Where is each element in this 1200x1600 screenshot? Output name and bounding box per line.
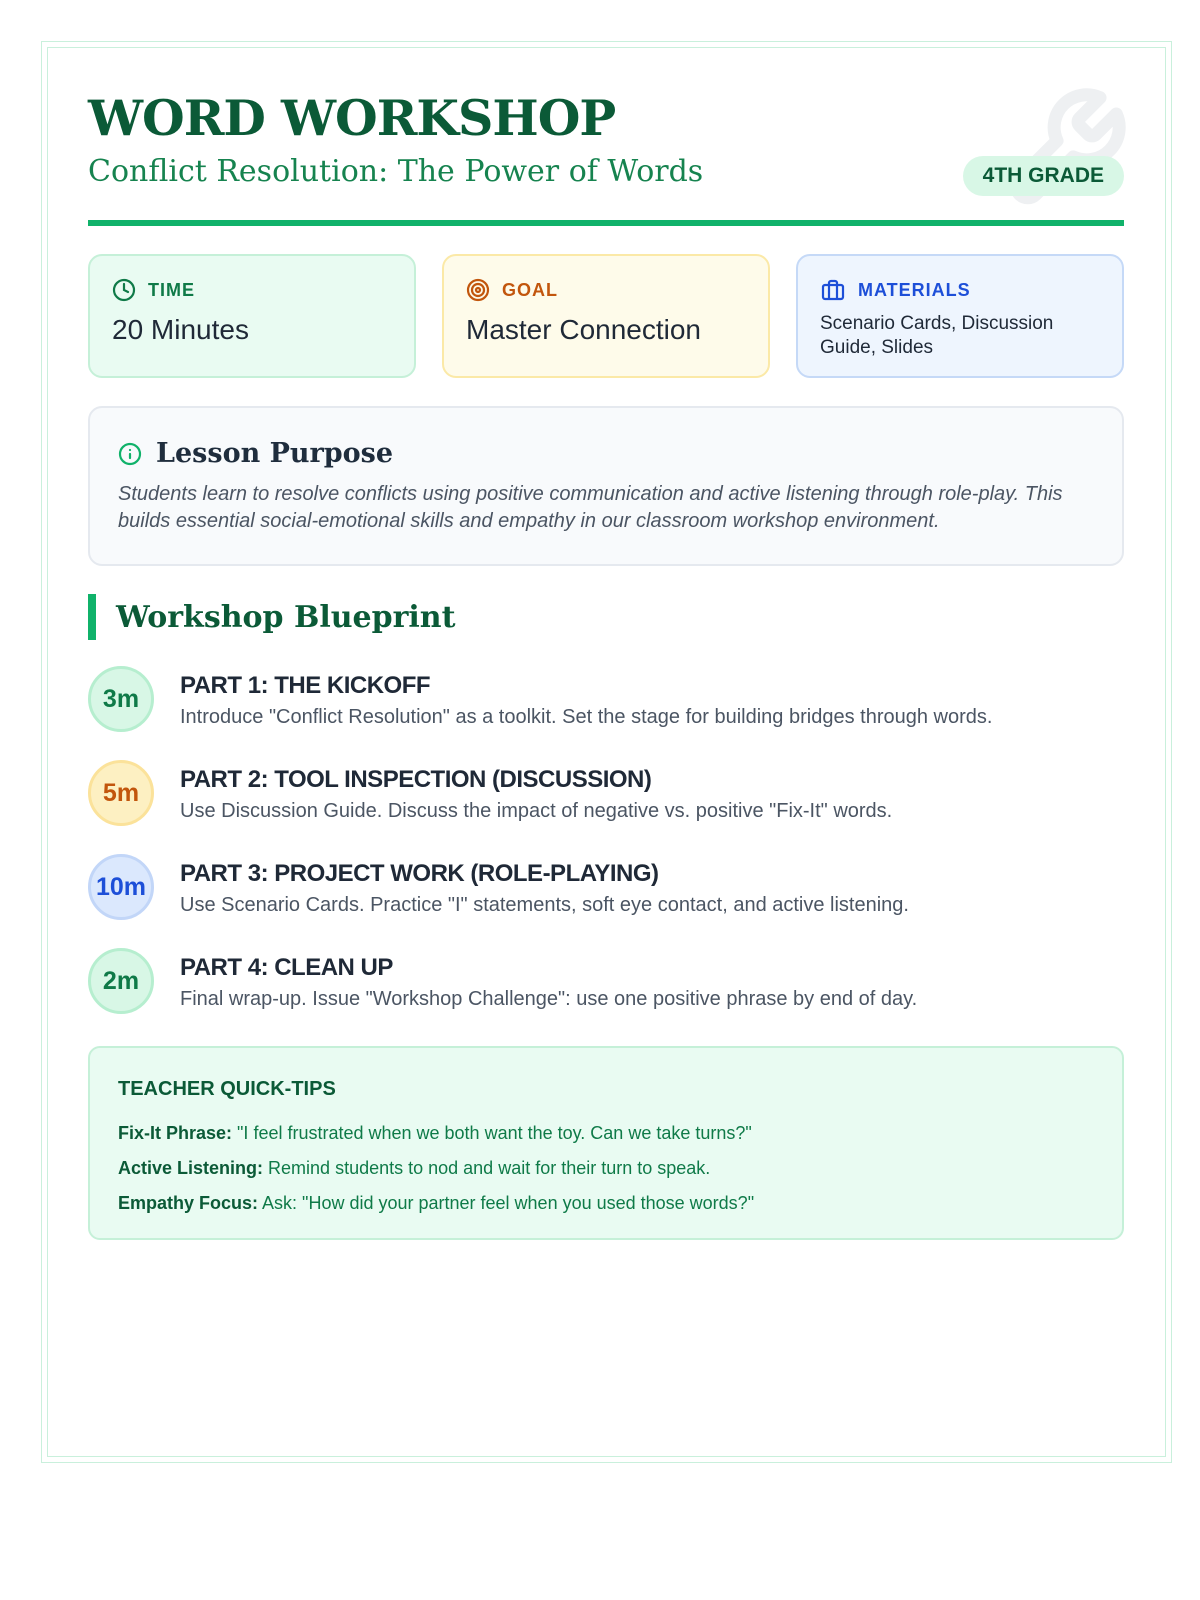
materials-value: Scenario Cards, Discussion Guide, Slides bbox=[820, 313, 1054, 358]
goal-card-header bbox=[466, 278, 746, 302]
part-body bbox=[180, 854, 909, 917]
blueprint-part bbox=[88, 948, 1124, 1042]
lesson-purpose-text: Students learn to resolve conflicts using positive communication and active listening through role-play. This builds essential social-emotional skills and empathy in our classroom workshop environment. bbox=[118, 483, 1063, 532]
teacher-tips-title: TEACHER QUICK-TIPS bbox=[118, 1078, 336, 1100]
tip-item bbox=[118, 1193, 1094, 1214]
tip-label: Empathy Focus: bbox=[118, 1193, 259, 1213]
part-description: Final wrap-up. Issue "Workshop Challenge": use one positive phrase by end of day. bbox=[180, 988, 918, 1010]
info-icon bbox=[118, 442, 142, 466]
part-body bbox=[180, 760, 892, 823]
time-label: TIME bbox=[148, 279, 195, 300]
clock-icon bbox=[112, 278, 136, 302]
tip-text: Ask: "How did your partner feel when you used those words?" bbox=[262, 1193, 755, 1213]
grade-badge: 4TH GRADE bbox=[963, 156, 1124, 196]
duration-badge: 3m bbox=[88, 666, 154, 732]
goal-value: Master Connection bbox=[466, 314, 702, 345]
part-description: Introduce "Conflict Resolution" as a toolkit. Set the stage for building bridges through words. bbox=[180, 706, 993, 728]
tip-label: Fix-It Phrase: bbox=[118, 1123, 233, 1143]
briefcase-icon bbox=[820, 278, 846, 302]
part-body bbox=[180, 948, 917, 1011]
time-card-header bbox=[112, 278, 392, 302]
lesson-purpose-title: Lesson Purpose bbox=[156, 438, 394, 469]
goal-card bbox=[442, 254, 770, 378]
goal-label: GOAL bbox=[502, 279, 558, 300]
part-description: Use Scenario Cards. Practice "I" statements, soft eye contact, and active listening. bbox=[180, 894, 909, 916]
blueprint-list bbox=[88, 666, 1124, 1042]
target-icon bbox=[466, 278, 490, 302]
subtitle-row bbox=[88, 148, 1124, 196]
time-card bbox=[88, 254, 416, 378]
part-description: Use Discussion Guide. Discuss the impact of negative vs. positive "Fix-It" words. bbox=[180, 800, 893, 822]
page-subtitle: Conflict Resolution: The Power of Words bbox=[88, 154, 704, 189]
lesson-purpose bbox=[88, 406, 1124, 566]
lesson-plan bbox=[88, 88, 1124, 1240]
part-title: PART 1: THE KICKOFF bbox=[180, 672, 431, 699]
tip-text: "I feel frustrated when we both want the toy. Can we take turns?" bbox=[237, 1123, 752, 1143]
tip-item bbox=[118, 1158, 1094, 1179]
blueprint-part bbox=[88, 760, 1124, 854]
blueprint-part bbox=[88, 666, 1124, 760]
materials-card-header bbox=[820, 278, 1100, 302]
lesson-purpose-header bbox=[118, 438, 1094, 469]
page-title: WORD WORKSHOP bbox=[88, 89, 616, 147]
tip-label: Active Listening: bbox=[118, 1158, 264, 1178]
part-body bbox=[180, 666, 992, 729]
part-title: PART 4: CLEAN UP bbox=[180, 954, 393, 981]
materials-card bbox=[796, 254, 1124, 378]
duration-badge: 5m bbox=[88, 760, 154, 826]
blueprint-heading: Workshop Blueprint bbox=[88, 594, 1124, 640]
time-value: 20 Minutes bbox=[112, 314, 249, 345]
part-title: PART 2: TOOL INSPECTION (DISCUSSION) bbox=[180, 766, 652, 793]
tip-item bbox=[118, 1123, 1094, 1144]
teacher-tips bbox=[88, 1046, 1124, 1240]
duration-badge: 2m bbox=[88, 948, 154, 1014]
header-divider bbox=[88, 220, 1124, 226]
info-cards bbox=[88, 254, 1124, 378]
materials-label: MATERIALS bbox=[858, 279, 971, 300]
tip-text: Remind students to nod and wait for their turn to speak. bbox=[268, 1158, 711, 1178]
duration-badge: 10m bbox=[88, 854, 154, 920]
blueprint-part bbox=[88, 854, 1124, 948]
part-title: PART 3: PROJECT WORK (ROLE-PLAYING) bbox=[180, 860, 659, 887]
